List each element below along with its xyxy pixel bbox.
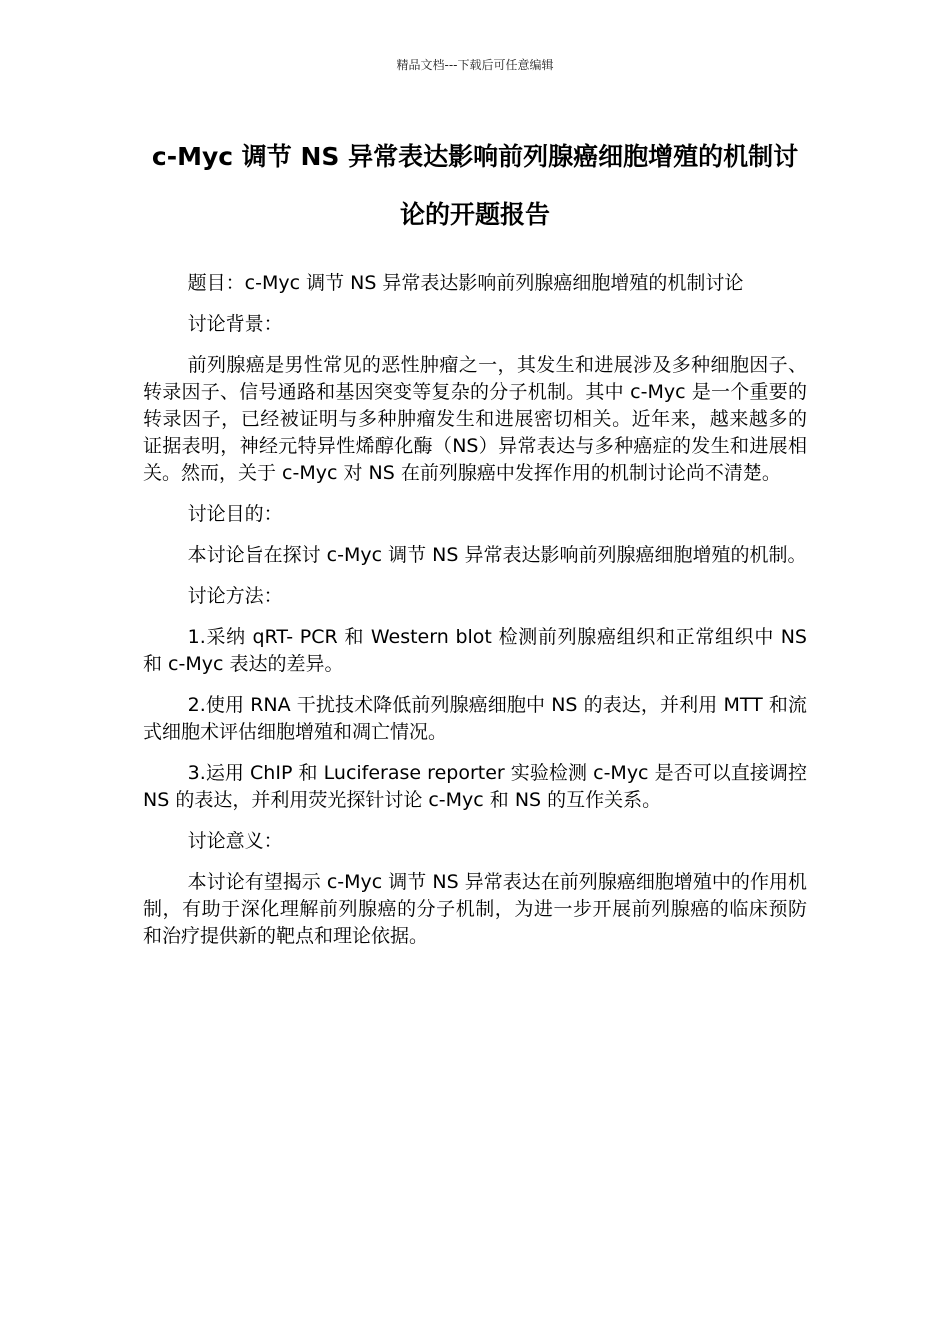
purpose-paragraph: 本讨论旨在探讨 c-Myc 调节 NS 异常表达影响前列腺癌细胞增殖的机制。 — [187, 544, 807, 566]
background-heading: 讨论背景： — [187, 313, 283, 335]
background-paragraph: 前列腺癌是男性常见的恶性肿瘤之一，其发生和进展涉及多种细胞因子、转录因子、信号通路和基因突变等复杂的分子机制。其中 c-Myc 是一个重要的转录因子，已经被证明与多种肿瘤发生和进展密切相关。近年来，越来越多的证据表明，神经元特异性烯醇化酶（NS）异常表达与多种癌症的发生和进展相关。然而，关于 c-Myc 对 NS 在前列腺癌中发挥作用的机制讨论尚不清楚。 — [143, 354, 807, 484]
method-item-2: 2.使用 RNA 干扰技术降低前列腺癌细胞中 NS 的表达，并利用 MTT 和流式细胞术评估细胞增殖和凋亡情况。 — [143, 694, 807, 743]
method-item-1: 1.采纳 qRT- PCR 和 Western blot 检测前列腺癌组织和正常组织中 NS 和 c-Myc 表达的差异。 — [143, 626, 807, 675]
method-item-3: 3.运用 ChIP 和 Luciferase reporter 实验检测 c-Myc 是否可以直接调控 NS 的表达，并利用荧光探针讨论 c-Myc 和 NS 的互作关系。 — [143, 762, 807, 811]
methods-heading: 讨论方法： — [187, 585, 283, 607]
document-title: c-Myc 调节 NS 异常表达影响前列腺癌细胞增殖的机制讨论的开题报告 — [151, 142, 799, 229]
header-note: 精品文档---下载后可任意编辑 — [396, 58, 554, 72]
topic-line: 题目：c-Myc 调节 NS 异常表达影响前列腺癌细胞增殖的机制讨论 — [187, 272, 744, 294]
document-body — [143, 270, 807, 964]
significance-paragraph: 本讨论有望揭示 c-Myc 调节 NS 异常表达在前列腺癌细胞增殖中的作用机制，有助于深化理解前列腺癌的分子机制，为进一步开展前列腺癌的临床预防和治疗提供新的靶点和理论依据。 — [143, 871, 807, 947]
purpose-heading: 讨论目的： — [187, 503, 283, 525]
significance-heading: 讨论意义： — [187, 830, 283, 852]
